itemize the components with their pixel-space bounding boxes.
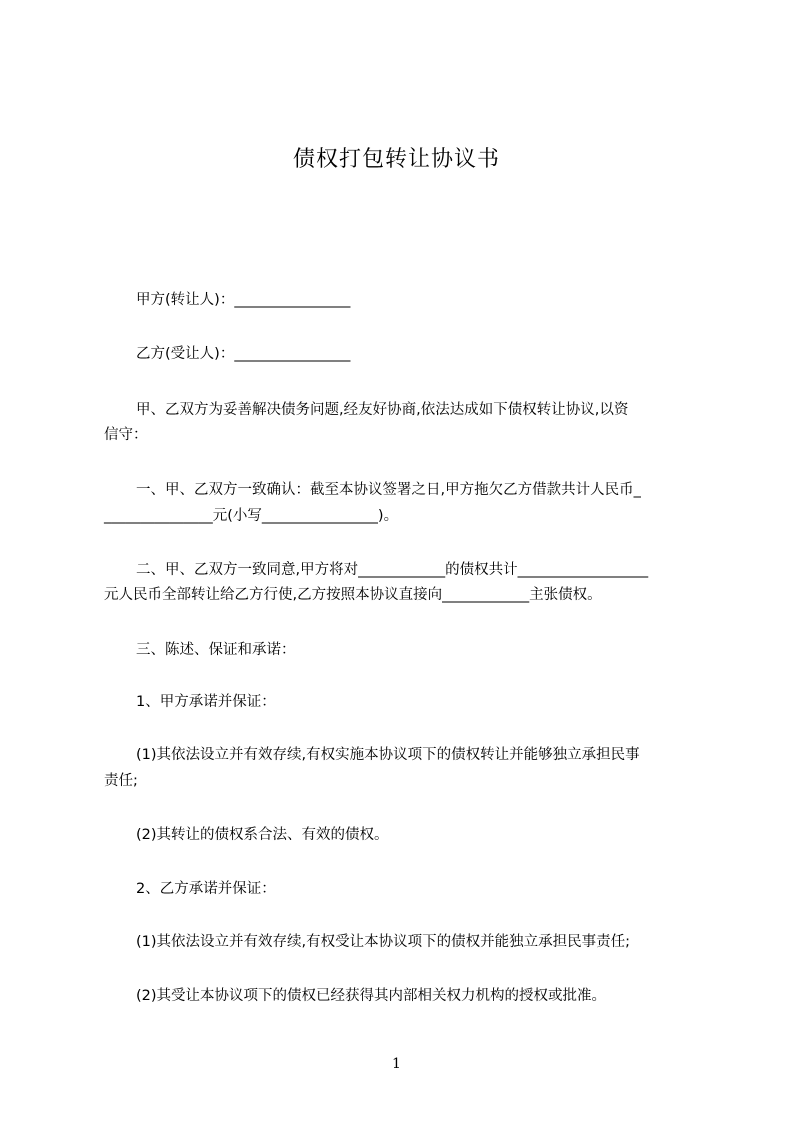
clause-1-line-1: 一、甲、乙双方一致确认：截至本协议签署之日,甲方拖欠乙方借款共计人民币_ [136, 482, 641, 498]
party-a-warranty-1-line-1: (1)其依法设立并有效存续,有权实施本协议项下的债权转让并能够独立承担民事 [136, 747, 640, 763]
preamble-line-1: 甲、乙双方为妥善解决债务问题,经友好协商,依法达成如下债权转让协议,以资 [136, 402, 629, 418]
page-number: 1 [392, 1056, 401, 1072]
preamble-line-2: 信守： [104, 427, 148, 443]
party-a-warranty-heading: 1、甲方承诺并保证： [136, 694, 276, 710]
clause-2-line-2: 元人民币全部转让给乙方行使,乙方按照本协议直接向____________主张债权。 [104, 587, 602, 603]
clause-2-line-1: 二、甲、乙双方一致同意,甲方将对____________的债权共计__________________ [136, 562, 649, 578]
party-a-warranty-2: (2)其转让的债权系合法、有效的债权。 [136, 827, 389, 843]
party-a-line: 甲方(转让人)：________________ [136, 292, 351, 308]
document-title: 债权打包转让协议书 [292, 147, 500, 172]
party-a-warranty-1-line-2: 责任; [104, 773, 138, 789]
clause-3-heading: 三、陈述、保证和承诺： [136, 642, 296, 658]
clause-1-line-2: _______________元(小写________________)。 [104, 508, 399, 524]
party-b-warranty-heading: 2、乙方承诺并保证： [136, 881, 276, 897]
party-b-line: 乙方(受让人)：________________ [136, 346, 351, 362]
party-b-warranty-2: (2)其受让本协议项下的债权已经获得其内部相关权力机构的授权或批准。 [136, 988, 607, 1004]
party-b-warranty-1: (1)其依法设立并有效存续,有权受让本协议项下的债权并能独立承担民事责任; [136, 934, 631, 950]
